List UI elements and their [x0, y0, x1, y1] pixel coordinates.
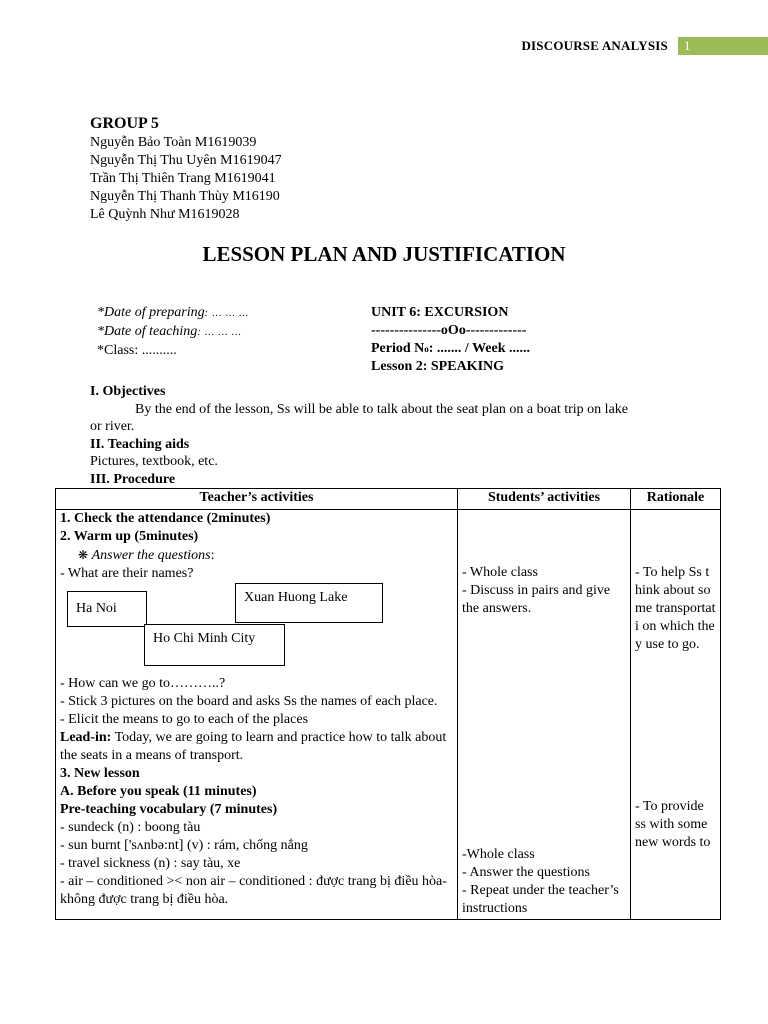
- teaching-aids-text: Pictures, textbook, etc.: [90, 454, 218, 470]
- column-header: Teacher’s activities: [56, 489, 458, 510]
- how-go: - How can we go to………..?: [60, 676, 226, 691]
- header-title: DISCOURSE ANALYSIS: [521, 38, 668, 53]
- lead-in-text: Today, we are going to learn and practice how to talk about the seats in a means of transport.: [60, 730, 447, 763]
- rationale-cell: [631, 510, 721, 920]
- period-sup: o: [424, 344, 429, 354]
- lesson-title: Lesson 2: SPEAKING: [371, 359, 505, 374]
- vocab-item: - sun burnt ['sʌnbə:nt] (v) : rám, chống nắng: [60, 838, 308, 853]
- lead-in-label: Lead-in:: [60, 730, 112, 745]
- place-box-hcmc: Ho Chi Minh City: [144, 624, 285, 666]
- asterisk-icon: ❋: [78, 548, 89, 562]
- member-name: Nguyễn Thị Thanh Thùy M16190: [90, 189, 280, 204]
- column-header: Students’ activities: [458, 489, 631, 510]
- period-prefix: Period N: [371, 341, 425, 356]
- rationale-warmup: - To help Ss think about some transportati on which they use to go.: [635, 565, 716, 652]
- student-activity: - Repeat under the teacher’s instructions: [462, 883, 619, 916]
- student-activity: - Discuss in pairs and give the answers.: [462, 583, 611, 616]
- group-title: GROUP 5: [90, 115, 159, 132]
- member-name: Nguyễn Bảo Toàn M1619039: [90, 135, 257, 150]
- student-activity: -Whole class: [462, 847, 535, 862]
- teaching-aids-heading: II. Teaching aids: [90, 436, 190, 452]
- student-activity: - Answer the questions: [462, 865, 590, 880]
- period-line: [371, 340, 530, 358]
- place-box-xuan-huong-lake: Xuan Huong Lake: [235, 583, 383, 623]
- objectives-text-line1: By the end of the lesson, Ss will be able to talk about the seat plan on a boat trip on lake: [135, 401, 629, 417]
- objectives-heading: I. Objectives: [90, 384, 166, 399]
- member-name: Lê Quỳnh Như M1619028: [90, 207, 240, 222]
- lesson-sections: [90, 383, 690, 489]
- what-names: - What are their names?: [60, 566, 194, 581]
- answer-questions: [60, 546, 453, 565]
- stick-pictures: - Stick 3 pictures on the board and asks Ss the names of each place.: [60, 694, 438, 709]
- date-teaching-label: *Date of teaching: [97, 324, 198, 339]
- table-header-row: [56, 489, 721, 510]
- before-you-speak: A. Before you speak (11 minutes): [60, 784, 257, 799]
- unit-title: UNIT 6: EXCURSION: [371, 305, 509, 320]
- procedure-heading: III. Procedure: [90, 471, 176, 487]
- new-lesson-heading: 3. New lesson: [60, 766, 140, 781]
- check-attendance: 1. Check the attendance (2minutes): [60, 511, 271, 526]
- rationale-vocab: - To provide ss with some new words to: [635, 799, 711, 850]
- student-activity: - Whole class: [462, 565, 538, 580]
- vocab-item: - air – conditioned >< non air – conditioned : được trang bị điều hòa- không được trang bị điều hòa.: [60, 874, 447, 907]
- column-header: Rationale: [631, 489, 721, 510]
- warm-up-heading: 2. Warm up (5minutes): [60, 529, 199, 544]
- procedure-table: [55, 488, 721, 920]
- teacher-activities-cell: [56, 510, 458, 920]
- pre-teaching-vocab: Pre-teaching vocabulary (7 minutes): [60, 802, 278, 817]
- class-line: *Class: ..........: [97, 343, 177, 358]
- member-list: [90, 134, 282, 224]
- separator: ---------------oOo-------------: [371, 323, 527, 338]
- document-title: LESSON PLAN AND JUSTIFICATION: [202, 242, 566, 266]
- period-suffix: : ....... / Week ......: [428, 341, 531, 356]
- students-activities-cell: [458, 510, 631, 920]
- objectives-text-line2: or river.: [90, 419, 135, 435]
- places-diagram: [60, 583, 453, 675]
- answer-colon: :: [210, 548, 215, 563]
- member-name: Nguyễn Thị Thu Uyên M1619047: [90, 153, 282, 168]
- date-preparing-value: : … … …: [204, 308, 250, 319]
- member-name: Trần Thị Thiên Trang M1619041: [90, 171, 276, 186]
- vocab-item: - travel sickness (n) : say tàu, xe: [60, 856, 241, 871]
- vocab-item: - sundeck (n) : boong tàu: [60, 820, 201, 835]
- page-number: 1: [678, 37, 768, 55]
- elicit-means: - Elicit the means to go to each of the places: [60, 712, 309, 727]
- date-preparing-label: *Date of preparing: [97, 305, 205, 320]
- table-row: [56, 510, 721, 920]
- lesson-dates: [97, 304, 249, 360]
- place-box-hanoi: Ha Noi: [67, 591, 147, 627]
- lesson-info: [371, 304, 530, 376]
- date-teaching-value: : … … …: [197, 327, 242, 338]
- answer-questions-label: Answer the questions: [91, 548, 211, 563]
- lead-in: [60, 729, 453, 765]
